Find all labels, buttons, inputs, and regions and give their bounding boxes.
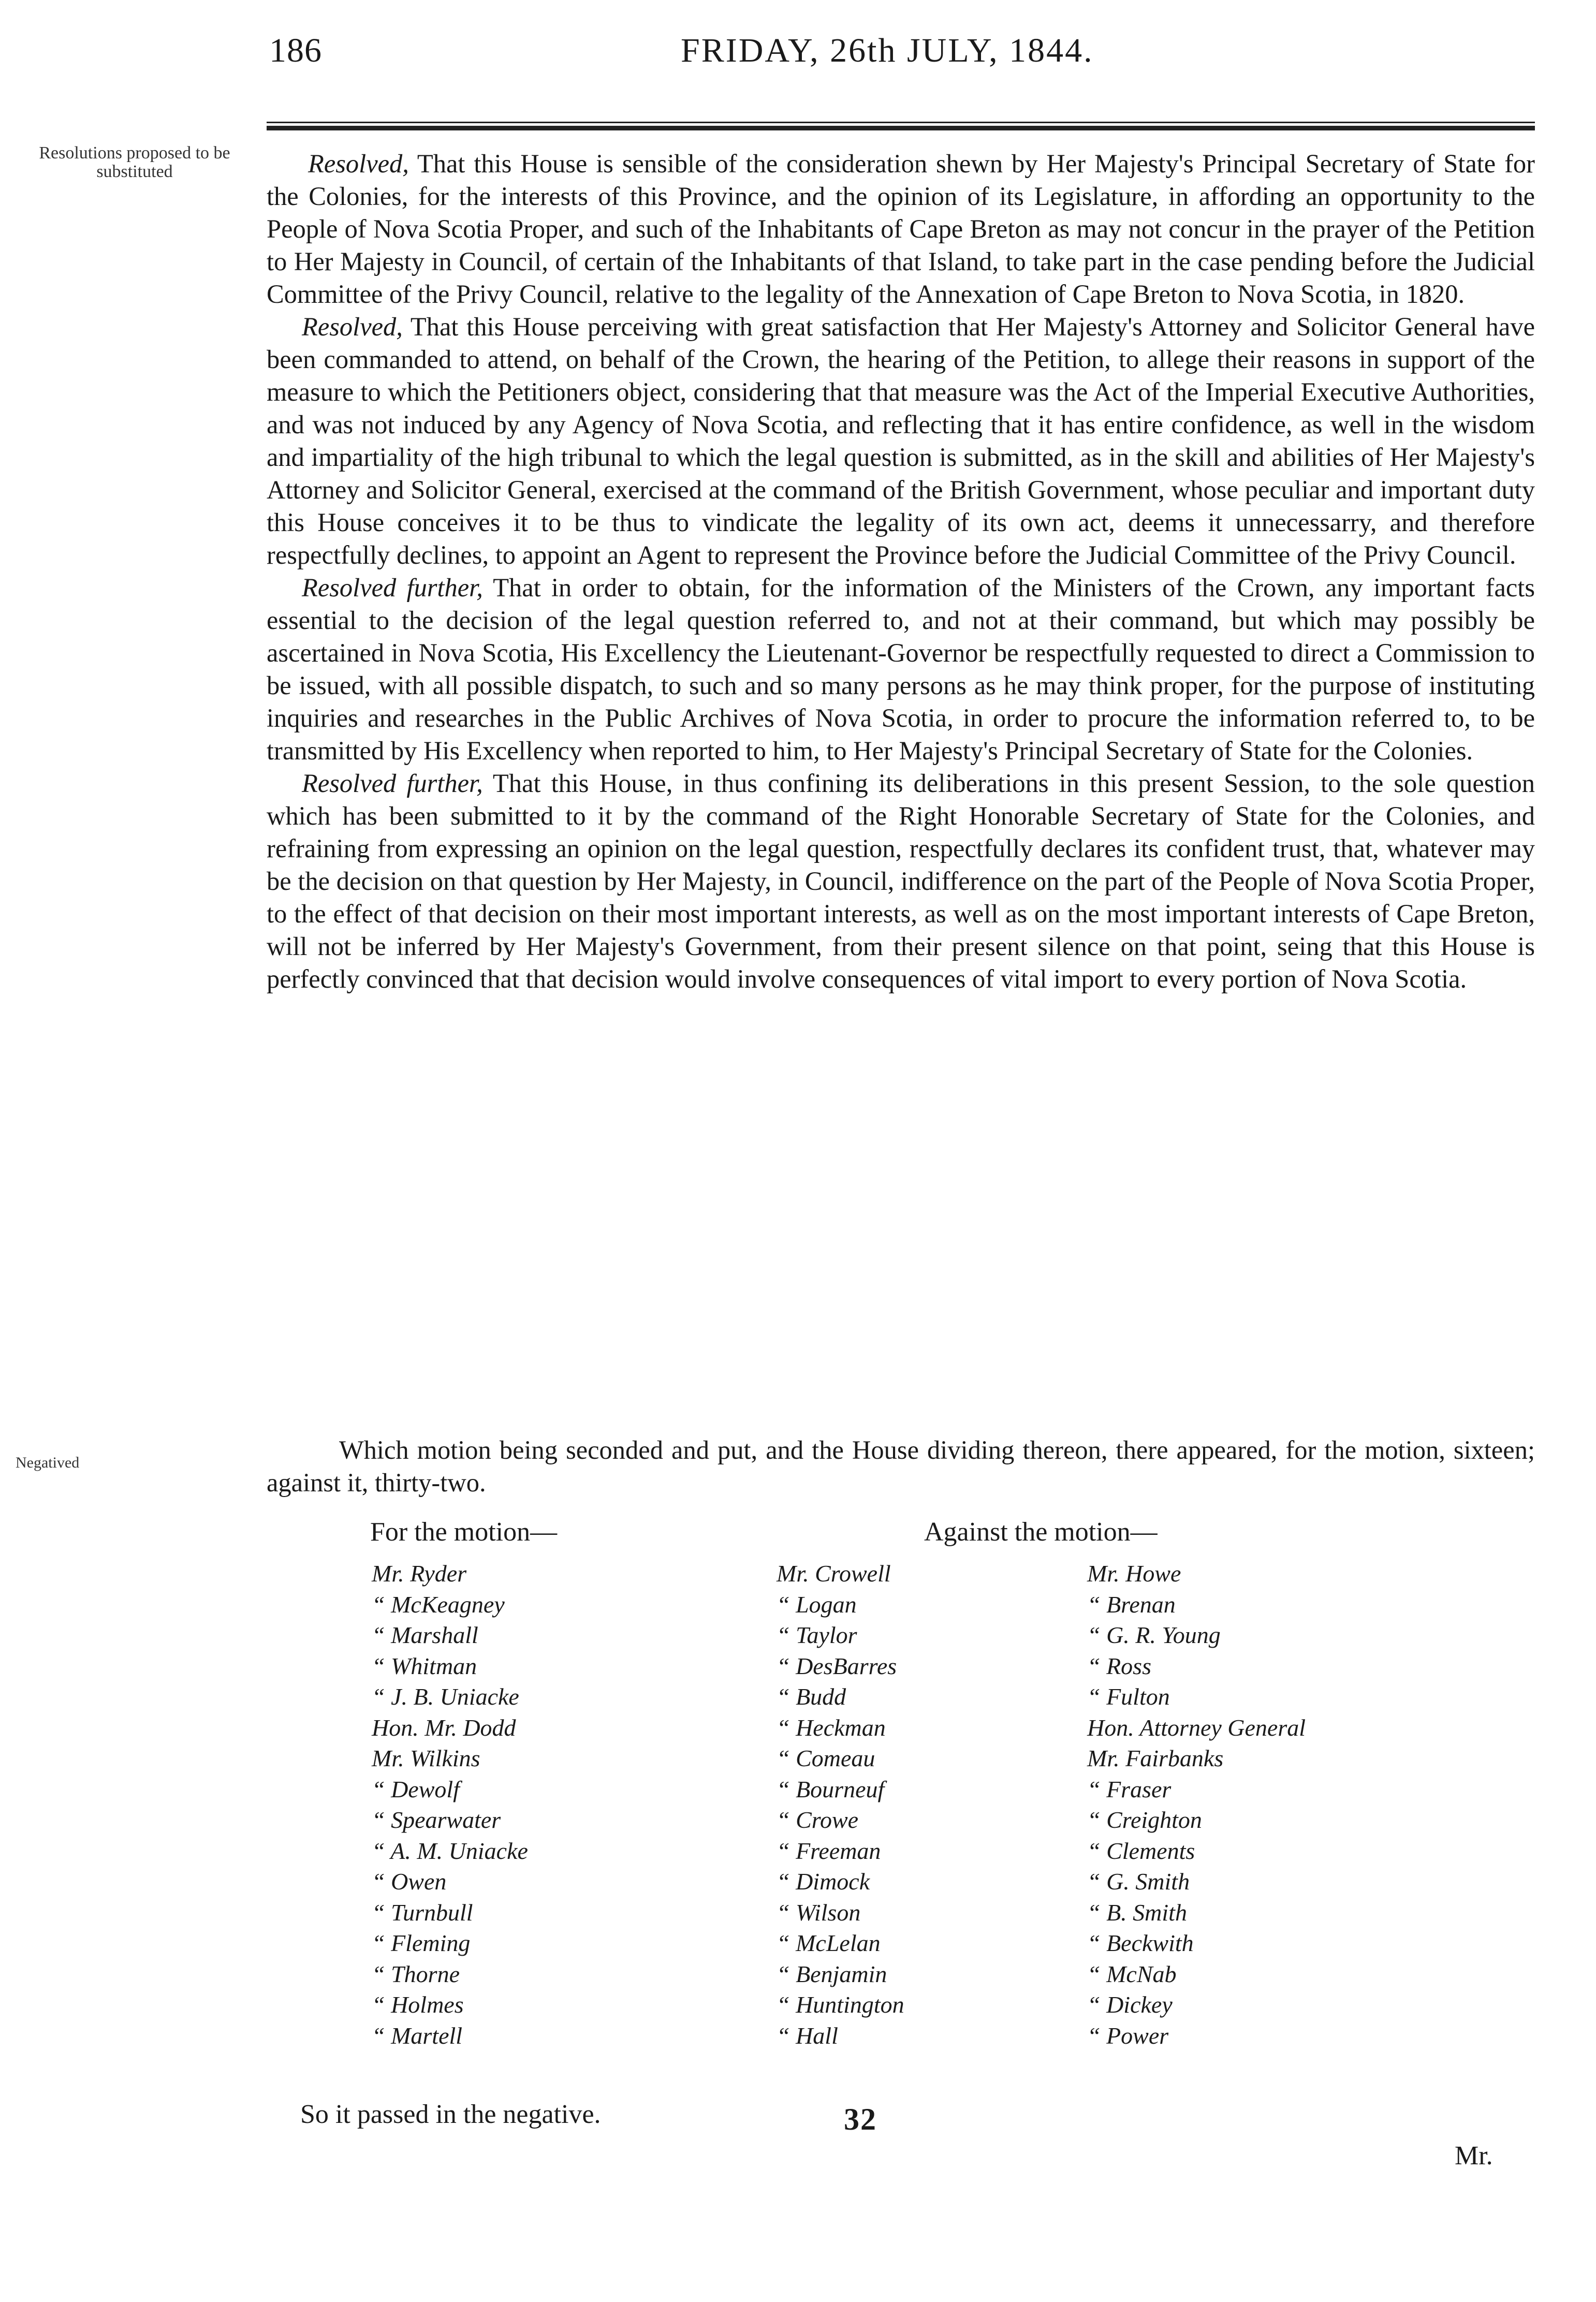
signature-mark: 32 <box>844 2102 877 2136</box>
member-name: Mr. Howe <box>1087 1560 1181 1587</box>
header-rule-thin <box>267 122 1535 123</box>
member-name: “ Martell <box>372 2022 463 2049</box>
member-name: Mr. Ryder <box>372 1560 467 1587</box>
member-name: “ McLelan <box>777 1930 881 1956</box>
against-motion-heading: Against the motion— <box>924 1517 1158 1547</box>
member-name: “ Clements <box>1087 1837 1195 1864</box>
against-motion-list-1 <box>777 1558 904 2051</box>
member-name: “ Budd <box>777 1683 846 1710</box>
member-name: “ Fulton <box>1087 1683 1170 1710</box>
member-name: “ Hall <box>777 2022 838 2049</box>
resolutions-body <box>267 148 1535 995</box>
member-name: “ Bourneuf <box>777 1776 885 1802</box>
member-name: “ Owen <box>372 1868 447 1895</box>
member-name: Mr. Crowell <box>777 1560 891 1587</box>
resolution-text: That this House, in thus confining its deliberations in this present Session, to the sole question which has been submitted to it by the command of the Right Honorable Secretary of State for the Colonies, and refraining from expressing an opinion on the legal question, respectfully declares its confident trust, that, whatever may be the decision on that question by Her Majesty, in Council, indifference on the part of the People of Nova Scotia Proper, to the effect of that decision on their most important interests, as well as on the most important interests of Cape Breton, will not be inferred by Her Majesty's Government, from their present silence on that point, seing that this House is perfectly convinced that that decision would involve consequences of vital import to every portion of Nova Scotia. <box>267 769 1535 993</box>
member-name: “ A. M. Uniacke <box>372 1837 528 1864</box>
member-name: “ J. B. Uniacke <box>372 1683 519 1710</box>
resolution-lead: Resolved further, <box>302 573 483 602</box>
member-name: “ DesBarres <box>777 1652 897 1679</box>
member-name: “ B. Smith <box>1087 1899 1187 1926</box>
member-name: “ Ross <box>1087 1652 1151 1679</box>
resolution-paragraph <box>267 767 1535 995</box>
member-name: Mr. Fairbanks <box>1087 1745 1224 1771</box>
for-motion-list <box>372 1558 528 2051</box>
header-rule-thick <box>267 126 1535 130</box>
resolution-lead: Resolved, <box>308 149 409 178</box>
member-name: “ Benjamin <box>777 1960 887 1987</box>
member-name: “ Taylor <box>777 1622 857 1648</box>
member-name: “ Crowe <box>777 1807 859 1833</box>
member-name: “ Logan <box>777 1591 857 1618</box>
member-name: “ Heckman <box>777 1714 886 1741</box>
resolution-text: That in order to obtain, for the information of the Ministers of the Crown, any important facts essential to the decision of the legal question referred to, and not at their command, but which may possibly be ascertained in Nova Scotia, His Excellency the Lieutenant-Governor be respectfully requested to direct a Commission to be issued, with all possible dispatch, to such and so many persons as he may think proper, for the purpose of instituting inquiries and researches in the Public Archives of Nova Scotia, in order to procure the information referred to, to be transmitted by His Excellency when reported to him, to Her Majesty's Principal Secretary of State for the Colonies. <box>267 573 1535 765</box>
result-statement: So it passed in the negative. <box>300 2100 601 2129</box>
member-name: “ Beckwith <box>1087 1930 1194 1956</box>
running-head-date: FRIDAY, 26th JULY, 1844. <box>681 32 1094 69</box>
member-name: “ Thorne <box>372 1960 460 1987</box>
resolution-paragraph <box>267 148 1535 311</box>
resolution-lead: Resolved, <box>302 312 403 341</box>
member-name: “ Wilson <box>777 1899 861 1926</box>
resolution-text: That this House is sensible of the consideration shewn by Her Majesty's Principal Secretary of State for the Colonies, for the interests of this Province, and the opinion of its Legislature, in affording an opportunity to the People of Nova Scotia Proper, and such of the Inhabitants of Cape Breton as may not concur in the prayer of the Petition to Her Majesty in Council, of certain of the Inhabitants of that Island, to take part in the case pending before the Judicial Committee of the Privy Council, relative to the legality of the Annexation of Cape Breton to Nova Scotia, in 1820. <box>267 149 1535 309</box>
margin-note-negatived: Negatived <box>16 1454 80 1471</box>
member-name: “ Dickey <box>1087 1991 1173 2018</box>
division-statement: Which motion being seconded and put, and the House dividing thereon, there appeared, for the motion, sixteen; against it, thirty-two. <box>267 1435 1535 1497</box>
resolution-text: That this House perceiving with great satisfaction that Her Majesty's Attorney and Solicitor General have been commanded to attend, on behalf of the Crown, the hearing of the Petition, to allege their reasons in support of the measure to which the Petitioners object, considering that that measure was the Act of the Imperial Executive Authorities, and was not induced by any Agency of Nova Scotia, and reflecting that it has entire confidence, as well in the wisdom and impartiality of the high tribunal to which the legal question is submitted, as in the skill and abilities of Her Majesty's Attorney and Solicitor General, exercised at the command of the British Government, whose peculiar and important duty this House conceives it to be thus to vindicate the legality of its own act, deems it unnecessarry, and therefore respectfully declines, to appoint an Agent to represent the Province before the Judicial Committee of the Privy Council. <box>267 312 1535 569</box>
against-motion-list-2 <box>1087 1558 1306 2051</box>
member-name: “ G. R. Young <box>1087 1622 1221 1648</box>
member-name: “ Spearwater <box>372 1807 501 1833</box>
member-name: “ McKeagney <box>372 1591 505 1618</box>
member-name: “ Fraser <box>1087 1776 1172 1802</box>
page-number: 186 <box>269 32 322 69</box>
for-motion-heading: For the motion— <box>370 1517 558 1547</box>
member-name: Mr. Wilkins <box>372 1745 480 1771</box>
member-name: “ Fleming <box>372 1930 471 1956</box>
member-name: “ Dewolf <box>372 1776 460 1802</box>
resolution-lead: Resolved further, <box>302 769 483 798</box>
member-name: “ Dimock <box>777 1868 870 1895</box>
catchword: Mr. <box>1455 2141 1493 2171</box>
member-name: “ Power <box>1087 2022 1169 2049</box>
member-name: “ Holmes <box>372 1991 464 2018</box>
member-name: “ Turnbull <box>372 1899 473 1926</box>
page-header <box>269 31 1532 88</box>
resolution-paragraph <box>267 311 1535 571</box>
member-name: “ G. Smith <box>1087 1868 1190 1895</box>
member-name: Hon. Attorney General <box>1087 1714 1306 1741</box>
resolution-paragraph <box>267 571 1535 767</box>
member-name: “ Marshall <box>372 1622 478 1648</box>
member-name: “ Creighton <box>1087 1807 1202 1833</box>
member-name: Hon. Mr. Dodd <box>372 1714 516 1741</box>
member-name: “ Freeman <box>777 1837 881 1864</box>
member-name: “ Comeau <box>777 1745 875 1771</box>
margin-note-resolutions: Resolutions proposed to be substituted <box>39 143 230 181</box>
member-name: “ Whitman <box>372 1652 477 1679</box>
member-name: “ McNab <box>1087 1960 1177 1987</box>
member-name: “ Huntington <box>777 1991 904 2018</box>
member-name: “ Brenan <box>1087 1591 1176 1618</box>
